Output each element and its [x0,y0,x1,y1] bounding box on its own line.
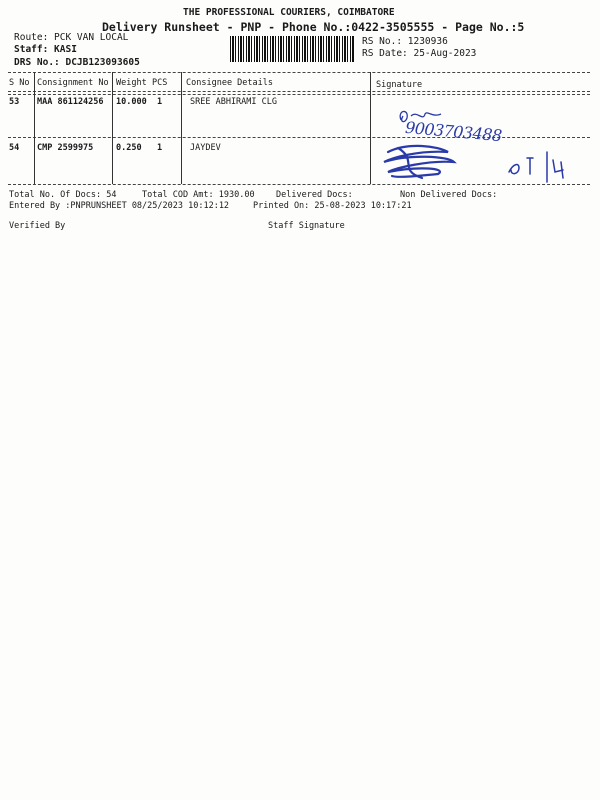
col-weight: Weight [116,78,147,88]
rs-number: RS No.: 1230936 [362,36,448,47]
staff-signature: Staff Signature [268,221,345,231]
table-top-rule [8,72,590,73]
non-delivered-docs: Non Delivered Docs: [400,190,498,200]
col-divider [34,72,35,184]
col-divider [370,72,371,184]
row-weight: 0.250 [116,143,142,153]
row-consignment: MAA 861124256 [37,97,104,107]
col-sno: S No [9,78,30,88]
col-signature: Signature [376,80,423,90]
runsheet-title: Delivery Runsheet - PNP - Phone No.:0422-3505555 - Page No.:5 [102,20,525,34]
signature-image [395,106,535,146]
table-header-rule [8,91,590,92]
col-divider [181,72,182,184]
verified-by: Verified By [9,221,66,231]
total-docs: Total No. Of Docs: 54 [9,190,117,200]
company-title: THE PROFESSIONAL COURIERS, COIMBATORE [183,7,395,18]
row-sno: 54 [9,143,20,153]
col-divider [112,72,113,184]
signature-phone: 9003703488 [404,117,503,146]
row-sno: 53 [9,97,20,107]
table-header-rule-2 [8,94,590,95]
row-pcs: 1 [157,97,163,107]
row-weight: 10.000 [116,97,147,107]
rs-date: RS Date: 25-Aug-2023 [362,48,477,59]
staff-label: Staff: KASI [14,44,77,55]
total-cod: Total COD Amt: 1930.00 [142,190,255,200]
row-consignee: JAYDEV [190,143,221,153]
signature-scribble-image [378,140,478,184]
col-consignee: Consignee Details [186,78,273,88]
drs-number: DRS No.: DCJB123093605 [14,57,140,68]
row-pcs: 1 [157,143,163,153]
signature-initials [505,148,585,184]
route-label: Route: PCK VAN LOCAL [14,32,129,43]
printed-on: Printed On: 25-08-2023 10:17:21 [253,201,412,211]
table-bottom-rule [8,184,590,185]
row-consignee: SREE ABHIRAMI CLG [190,97,277,107]
entered-by: Entered By :PNPRUNSHEET 08/25/2023 10:12:12 [9,201,230,211]
delivered-docs: Delivered Docs: [276,190,353,200]
barcode-image [230,36,355,62]
col-pcs: PCS [152,78,168,88]
col-consignment: Consignment No [37,78,109,88]
row-consignment: CMP 2599975 [37,143,94,153]
